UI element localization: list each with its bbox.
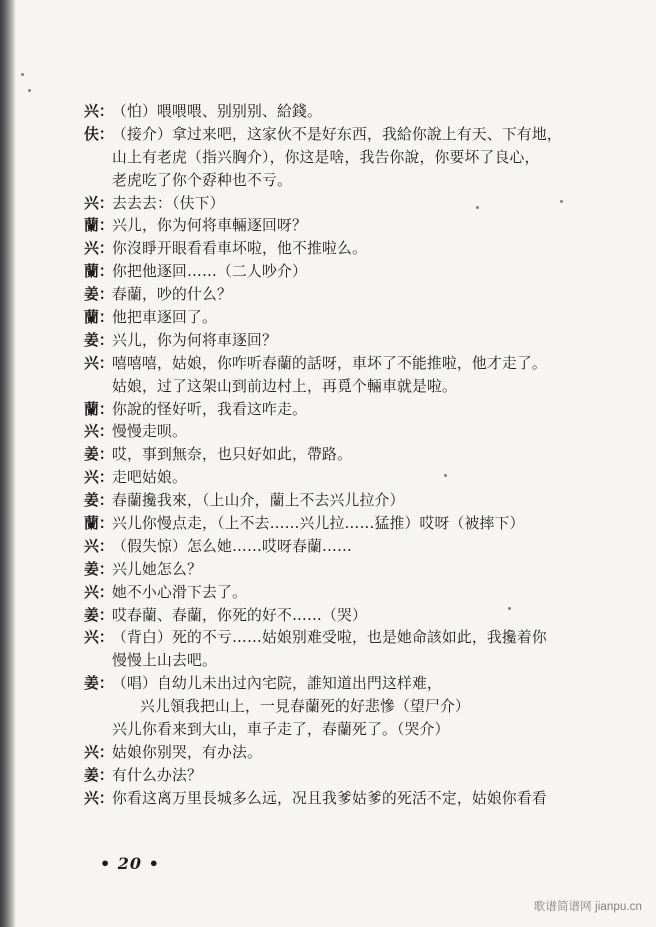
script-line: [84, 124, 619, 147]
speaker-label: 姜：: [84, 492, 114, 510]
dialogue-text: 慢慢走呗。: [112, 423, 187, 441]
speaker-label: 兴：: [84, 354, 114, 372]
script-line: [84, 582, 619, 605]
dialogue-text: （接介）拿过来吧，这家伙不是好东西，我給你說上有天、下有地，: [112, 125, 562, 143]
script-continuation-line: [84, 650, 619, 673]
dialogue-text: 姑娘你别哭，有办法。: [112, 743, 262, 761]
page-number: • 20 •: [100, 854, 160, 873]
script-line: [84, 765, 619, 788]
speaker-label: 姜：: [84, 675, 114, 693]
script-line: [84, 215, 619, 238]
script-line: [84, 490, 619, 513]
speaker-label: 蘭：: [84, 400, 114, 418]
dialogue-text: 哎，事到無奈，也只好如此，帶路。: [112, 446, 352, 464]
speaker-label: 兴：: [84, 583, 114, 601]
speaker-label: 姜：: [84, 606, 114, 624]
script-continuation-line: [84, 719, 619, 742]
site-watermark: 歌谱简谱网 jianpu.cn: [533, 901, 642, 913]
speaker-label: 姜：: [84, 766, 114, 784]
dialogue-text: 春蘭攙我來，（上山介，蘭上不去兴儿拉介）: [112, 492, 405, 510]
script-continuation-line: [84, 170, 619, 193]
dialogue-text: 兴儿，你为何将車輛逐回呀？: [112, 217, 307, 235]
dialogue-text: 她不小心滑下去了。: [112, 583, 247, 601]
script-line: [84, 444, 619, 467]
dialogue-text: （怕）喂喂喂、别别别、給錢。: [112, 103, 322, 120]
dialogue-text: 兴儿你看来到大山，車子走了，春蘭死了。（哭介）: [112, 721, 450, 739]
script-line: [84, 421, 619, 444]
speaker-label: 蘭：: [84, 309, 114, 327]
script-line: [84, 559, 619, 582]
dialogue-text: 山上有老虎（指兴胸介），你这是啥，我告你說，你要坏了良心，: [112, 148, 540, 166]
dialogue-text: 你把他逐回……（二人吵介）: [112, 263, 307, 281]
script-line: [84, 399, 619, 422]
dialogue-text: 兴儿領我把山上，一見春蘭死的好悲慘（望尸介）: [140, 698, 470, 716]
script-line: [84, 330, 619, 353]
dialogue-text: 嘻嘻嘻，姑娘，你咋听春蘭的話呀，車坏了不能推啦，他才走了。: [112, 354, 547, 372]
dialogue-text: 兴儿，你为何将車逐回？: [112, 331, 277, 349]
speaker-label: 伕：: [84, 125, 114, 143]
speaker-label: 兴：: [84, 537, 114, 555]
dialogue-text: 老虎吃了你个孬种也不亏。: [112, 171, 292, 189]
dialogue-text: 他把車逐回了。: [112, 309, 217, 327]
speaker-label: 姜：: [84, 286, 114, 304]
dialogue-text: 姑娘，过了这架山到前边村上，再覓个輛車就是啦。: [112, 377, 457, 395]
speaker-label: 姜：: [84, 331, 114, 349]
dialogue-text: （背白）死的不亏……姑娘别难受啦，也是她命該如此，我攙着你: [112, 629, 547, 647]
script-line: [84, 101, 619, 124]
dialogue-text: 慢慢上山去吧。: [112, 652, 217, 670]
speaker-label: 兴：: [84, 743, 114, 761]
scan-edge-shadow: [0, 0, 16, 927]
dialogue-text: 走吧姑娘。: [112, 469, 187, 487]
script-line: [84, 788, 619, 811]
speaker-label: 兴：: [84, 629, 114, 647]
script-line: [84, 353, 619, 376]
speaker-label: 兴：: [84, 194, 114, 212]
script-line: [84, 627, 619, 650]
script-line: [84, 467, 619, 490]
dialogue-text: 哎春蘭、春蘭，你死的好不……（哭）: [112, 606, 367, 624]
dialogue-text: 你說的怪好听，我看这咋走。: [112, 400, 307, 418]
dialogue-text: （唱）自幼儿未出过內宅院，誰知道出門这样难，: [112, 675, 442, 693]
speaker-label: 兴：: [84, 789, 114, 807]
speaker-label: 蘭：: [84, 263, 114, 281]
dialogue-text: 有什么办法？: [112, 766, 202, 784]
speaker-label: 蘭：: [84, 515, 114, 533]
speaker-label: 兴：: [84, 423, 114, 441]
script-text-block: [84, 101, 619, 811]
script-line: [84, 513, 619, 536]
scan-speck: [28, 89, 31, 92]
script-line: [84, 673, 619, 696]
speaker-label: 蘭：: [84, 217, 114, 235]
script-line: [84, 238, 619, 261]
script-continuation-line: [84, 376, 619, 399]
speaker-label: 兴：: [84, 469, 114, 487]
script-line: [84, 742, 619, 765]
script-continuation-line: [84, 147, 619, 170]
scan-speck: [21, 73, 24, 76]
dialogue-text: 春蘭，吵的什么？: [112, 286, 232, 304]
speaker-label: 兴：: [84, 240, 114, 258]
script-line: [84, 536, 619, 559]
speaker-label: 兴：: [84, 103, 114, 120]
speaker-label: 姜：: [84, 560, 114, 578]
dialogue-text: （假失惊）怎么她……哎呀春蘭……: [112, 537, 352, 555]
script-line: [84, 307, 619, 330]
script-line: [84, 605, 619, 628]
script-line: [84, 284, 619, 307]
dialogue-text: 去去去：（伕下）: [112, 194, 225, 212]
dialogue-text: 兴儿你慢点走，（上不去……兴儿拉……猛推）哎呀（被摔下）: [112, 515, 525, 533]
script-indented-verse-line: [84, 696, 619, 719]
dialogue-text: 兴儿她怎么？: [112, 560, 202, 578]
dialogue-text: 你沒睜开眼看看車坏啦，他不推啦么。: [112, 240, 367, 258]
script-line: [84, 261, 619, 284]
dialogue-text: 你看这离万里長城多么远，况且我爹姑爹的死活不定，姑娘你看看: [112, 789, 547, 807]
script-line: [84, 193, 619, 216]
speaker-label: 姜：: [84, 446, 114, 464]
